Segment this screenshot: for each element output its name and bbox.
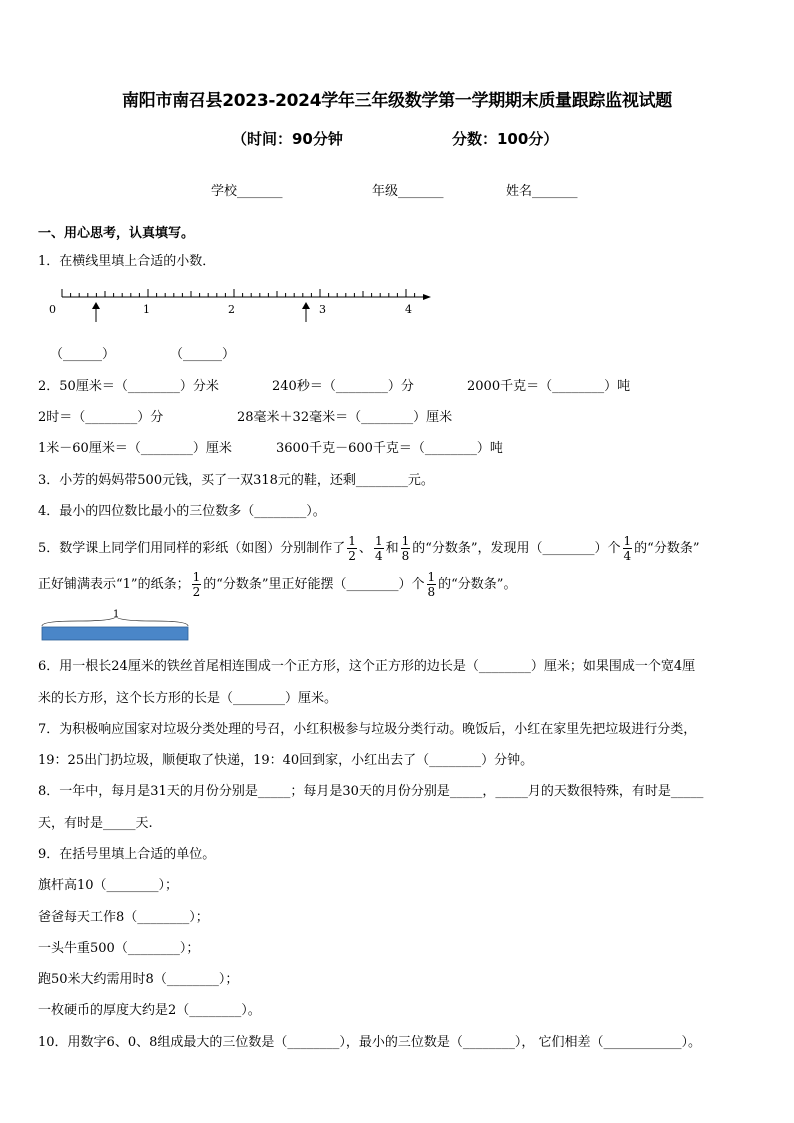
q2-item-f[interactable]: 1米－60厘米＝（________）厘米 bbox=[38, 441, 232, 456]
q2-item-d[interactable]: 2时＝（________）分 bbox=[38, 410, 164, 425]
question-7-line-1: 7．为积极响应国家对垃圾分类处理的号召，小红积极参与垃圾分类行动。晚饭后，小红在家里先把垃圾进行分类， bbox=[38, 722, 697, 737]
question-10[interactable]: 10．用数字6、0、8组成最大的三位数是（________），最小的三位数是（________）， 它们相差（____________）。 bbox=[38, 1035, 701, 1050]
q9-item-5[interactable]: 一枚硬币的厚度大约是2（________）。 bbox=[38, 1003, 261, 1018]
q5-text-4: 正好铺满表示“1”的纸条； bbox=[38, 577, 190, 592]
question-6-line-2[interactable]: 米的长方形，这个长方形的长是（________）厘米。 bbox=[38, 691, 338, 706]
question-8-line-1[interactable]: 8．一年中，每月是31天的月份分别是_____；每月是30天的月份分别是_____，_____月的天数很特殊，有时是_____ bbox=[38, 784, 704, 799]
grade-field[interactable]: 年级_______ bbox=[372, 184, 444, 199]
question-1: 1．在横线里填上合适的小数． bbox=[38, 254, 216, 269]
q1-blank-a[interactable]: （______） bbox=[50, 347, 116, 362]
question-6-line-1[interactable]: 6．用一根长24厘米的铁丝首尾相连围成一个正方形，这个正方形的边长是（________）厘米；如果围成一个宽4厘 bbox=[38, 659, 696, 674]
tick-label-3: 3 bbox=[319, 303, 326, 316]
tick-label-2: 2 bbox=[228, 303, 235, 316]
fraction-one-quarter: $\frac{1}{4}$ bbox=[374, 534, 383, 563]
q5-sep: 、 bbox=[358, 541, 372, 556]
q2-item-a[interactable]: 2．50厘米＝（________）分米 bbox=[38, 379, 219, 394]
q9-item-4[interactable]: 跑50米大约需用时8（________）； bbox=[38, 972, 239, 987]
tick-label-0: 0 bbox=[49, 303, 56, 316]
fraction-one-eighth-2: $\frac{1}{8}$ bbox=[427, 570, 436, 599]
fraction-one-half-2: $\frac{1}{2}$ bbox=[192, 570, 201, 599]
q9-item-3[interactable]: 一头牛重500（________）； bbox=[38, 941, 200, 956]
paper-strip-figure bbox=[38, 606, 198, 646]
fraction-one-quarter-2: $\frac{1}{4}$ bbox=[623, 534, 632, 563]
paper-strip bbox=[42, 627, 188, 640]
q2-item-b[interactable]: 240秒＝（________）分 bbox=[272, 379, 414, 394]
question-5-line-1 bbox=[38, 534, 699, 563]
q2-item-c[interactable]: 2000千克＝（________）吨 bbox=[467, 379, 631, 394]
q5-text-3: 的“分数条” bbox=[634, 541, 700, 556]
q5-text-2[interactable]: 的“分数条”，发现用（________）个 bbox=[412, 541, 621, 556]
page-title: 南阳市南召县2023-2024学年三年级数学第一学期期末质量跟踪监视试题 bbox=[122, 91, 672, 111]
q1-blank-b[interactable]: （______） bbox=[170, 347, 236, 362]
fraction-one-half: $\frac{1}{2}$ bbox=[348, 534, 356, 563]
q5-text-5[interactable]: 的“分数条”里正好能摆（________）个 bbox=[203, 577, 425, 592]
exam-time: （时间：90分钟 bbox=[232, 130, 343, 148]
question-9: 9．在括号里填上合适的单位。 bbox=[38, 847, 216, 862]
school-field[interactable]: 学校_______ bbox=[211, 184, 283, 199]
q2-item-g[interactable]: 3600千克－600千克＝（________）吨 bbox=[276, 441, 503, 456]
name-field[interactable]: 姓名_______ bbox=[506, 184, 578, 199]
question-7-line-2[interactable]: 19：25出门扔垃圾，顺便取了快递，19：40回到家，小红出去了（________）分钟。 bbox=[38, 753, 534, 768]
tick-label-1: 1 bbox=[143, 303, 150, 316]
exam-score: 分数：100分） bbox=[452, 130, 559, 148]
strip-label: 1 bbox=[113, 609, 120, 620]
question-4[interactable]: 4．最小的四位数比最小的三位数多（________）。 bbox=[38, 504, 326, 519]
q5-text-6: 的“分数条”。 bbox=[438, 577, 517, 592]
q9-item-1[interactable]: 旗杆高10（________）； bbox=[38, 878, 179, 893]
q9-item-2[interactable]: 爸爸每天工作8（________）； bbox=[38, 910, 209, 925]
q5-and: 和 bbox=[385, 541, 399, 556]
section-title: 一、用心思考，认真填写。 bbox=[38, 226, 195, 241]
fraction-one-eighth: $\frac{1}{8}$ bbox=[401, 534, 410, 563]
question-8-line-2[interactable]: 天，有时是_____天. bbox=[38, 816, 153, 831]
number-line bbox=[38, 282, 438, 322]
question-5-line-2 bbox=[38, 570, 516, 599]
q5-text-1: 5．数学课上同学们用同样的彩纸（如图）分别制作了 bbox=[38, 541, 346, 556]
q2-item-e[interactable]: 28毫米＋32毫米＝（________）厘米 bbox=[237, 410, 453, 425]
tick-label-4: 4 bbox=[405, 303, 412, 316]
question-3[interactable]: 3．小芳的妈妈带500元钱，买了一双318元的鞋，还剩________元。 bbox=[38, 473, 434, 488]
